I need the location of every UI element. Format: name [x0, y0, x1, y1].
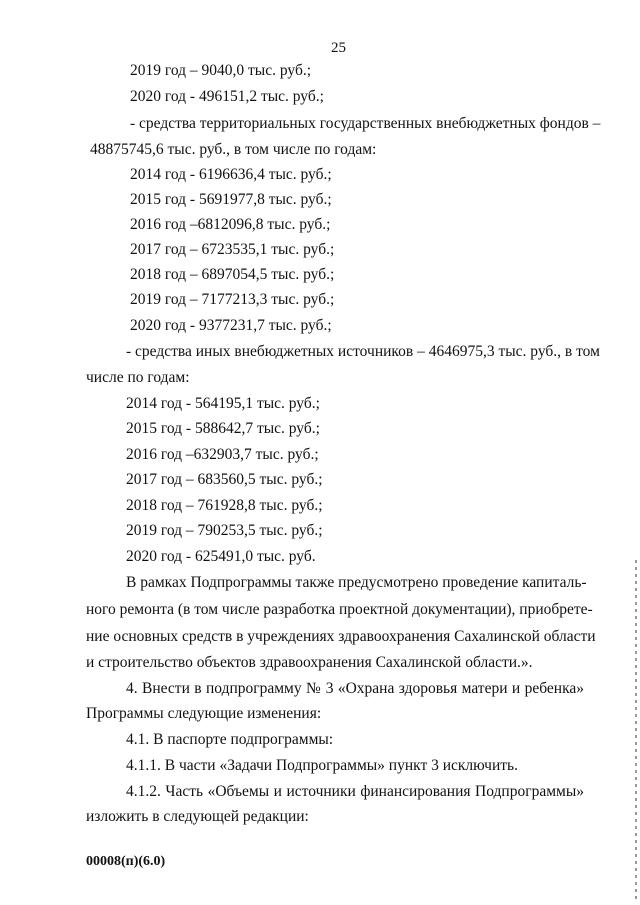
text-line: 2015 год - 588642,7 тыс. руб.; [126, 420, 320, 437]
text-line: 2020 год - 9377231,7 тыс. руб.; [130, 317, 332, 334]
text-line: 2018 год – 761928,8 тыс. руб.; [126, 497, 323, 514]
paragraph-line: В рамках Подпрограммы также предусмотрено проведение капиталь- [126, 574, 587, 591]
text-line: 2018 год – 6897054,5 тыс. руб.; [130, 266, 335, 283]
paragraph-line: ние основных средств в учреждениях здравоохранения Сахалинской области [86, 628, 596, 645]
footer-code: 00008(п)(6.0) [86, 854, 166, 869]
text-line: 2014 год - 6196636,4 тыс. руб.; [130, 166, 332, 183]
text-line: 48875745,6 тыс. руб., в том числе по годам: [90, 141, 377, 158]
text-line: числе по годам: [86, 369, 190, 386]
text-line: 2016 год –6812096,8 тыс. руб.; [130, 216, 331, 233]
scan-edge-artifact [635, 560, 637, 900]
paragraph-line: - средства территориальных государственных внебюджетных фондов – [130, 115, 601, 132]
page-number: 25 [331, 40, 346, 56]
text-line: 2020 год - 625491,0 тыс. руб. [126, 548, 316, 565]
text-line: 4.1.1. В части «Задачи Подпрограммы» пункт 3 исключить. [126, 757, 518, 774]
text-line: изложить в следующей редакции: [86, 808, 309, 825]
text-line: 2015 год - 5691977,8 тыс. руб.; [130, 191, 332, 208]
text-line: 2016 год –632903,7 тыс. руб.; [126, 446, 319, 463]
paragraph-line: 4.1.2. Часть «Объемы и источники финансирования Подпрограммы» [126, 783, 584, 800]
text-line: 2017 год – 683560,5 тыс. руб.; [126, 471, 323, 488]
text-line: и строительство объектов здравоохранения Сахалинской области.». [86, 654, 533, 671]
paragraph-line: ного ремонта (в том числе разработка проектной документации), приобрете- [86, 601, 593, 618]
paragraph-line: 4. Внести в подпрограмму № 3 «Охрана здоровья матери и ребенка» [126, 680, 584, 697]
text-line: 2019 год – 9040,0 тыс. руб.; [130, 62, 312, 79]
text-line: 2020 год - 496151,2 тыс. руб.; [130, 88, 324, 105]
text-line: 2014 год - 564195,1 тыс. руб.; [126, 395, 320, 412]
text-line: 2019 год – 790253,5 тыс. руб.; [126, 522, 323, 539]
text-line: Программы следующие изменения: [86, 705, 322, 722]
text-line: 4.1. В паспорте подпрограммы: [126, 731, 334, 748]
paragraph-line: - средства иных внебюджетных источников – 4646975,3 тыс. руб., в том [126, 343, 600, 360]
text-line: 2019 год – 7177213,3 тыс. руб.; [130, 291, 335, 308]
text-line: 2017 год – 6723535,1 тыс. руб.; [130, 241, 335, 258]
